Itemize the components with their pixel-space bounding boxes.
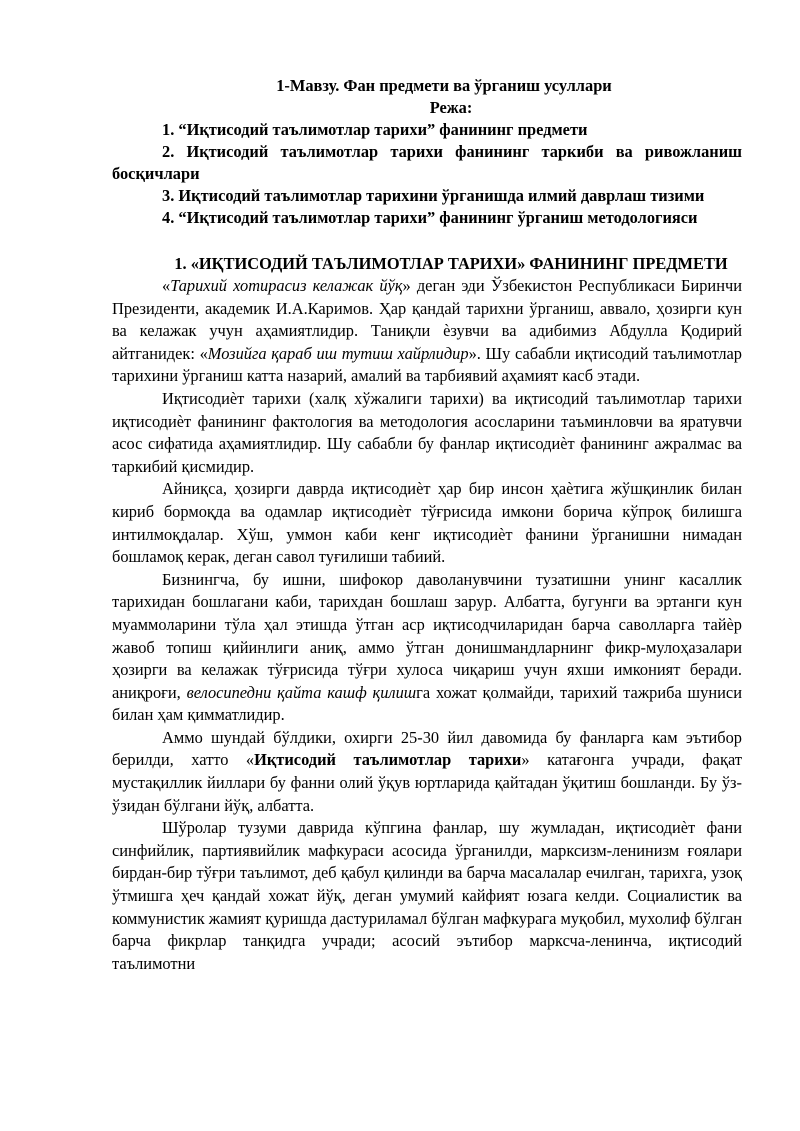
paragraph: Айниқса, ҳозирги даврда иқтисодиѐт ҳар бир инсон ҳаѐтига жўшқинлик билан кириб бормоқда ва одамлар иқтисодиѐт тўғрисида имкони борича кўпроқ билишга интилмоқдалар. Хўш, уммон каби кенг иқтисодиѐт фанини ўрганишни нимадан бошламоқ керак, деган савол туғилиши табиий. (112, 479, 742, 567)
plan-item: 2. Иқтисодий таълимотлар тарихи фанининг таркиби ва ривожланиш босқичлари (112, 142, 742, 183)
paragraph: Иқтисодиѐт тарихи (халқ хўжалиги тарихи) ва иқтисодий таълимотлар тарихи иқтисодиѐт фанининг фактология ва методология асосларини таъминловчи ва яратувчи асос сифатида аҳамиятлидир. Шу сабабли бу фанлар иқтисодиѐт фанининг ажралмас ва таркибий қисмидир. (112, 388, 742, 476)
plan-title: Режа: (429, 98, 473, 117)
plan-item: 4. “Иқтисодий таълимотлар тарихи” фанининг ўрганиш методологияси (162, 208, 698, 227)
paragraph (112, 275, 742, 388)
plan-list (112, 119, 742, 229)
italic-quote: Тарихий хотирасиз келажак йўқ (170, 276, 403, 295)
text-run: » деган эди Ўзбекистон Республикаси Биринчи Президенти, академик И.А.Каримов. Ҳар қандай тарихни ўрганиш, аввало, ҳозирги кун ва келажак учун аҳамиятлидир. Таниқли ѐзувчи ва адибимиз Абдулла Қодирий айтганидек: « (112, 276, 742, 363)
bold-phrase: Иқтисодий таълимотлар тарихи (254, 750, 522, 770)
text-run: « (162, 276, 171, 295)
italic-quote: Мозийга қараб иш тутиш хайрлидир (207, 343, 469, 363)
plan-item: 1. “Иқтисодий таълимотлар тарихи” фанининг предмети (162, 120, 588, 139)
document-page (112, 75, 742, 975)
text-run: га хожат қолмайди, тарихий тажриба шуниси билан ҳам қимматлидир. (112, 682, 742, 725)
italic-phrase: велосипедни қайта кашф қилиш (186, 682, 417, 702)
paragraph (112, 569, 742, 727)
page-title: 1-Мавзу. Фан предмети ва ўрганиш усуллари (276, 76, 612, 95)
text-run: Бизнингча, бу ишни, шифокор даволанувчини тузатишни унинг касаллик тарихидан бошлагани каби, тарихдан бошлаш зарур. Албатта, бугунги ва эртанги кун муаммоларини тўла ҳал этишда ўтган аср иқтисодчиларидан барча саволларга тайѐр жавоб топиш қийинлиги аниқ, аммо ўтган донишмандларнинг фикр-мулоҳазалари ҳозирги ва келажак тўғрисида тўғри хулоса чиқариш учун яхши имконият беради. аниқроғи, (112, 569, 742, 702)
text-run: » катағонга учради, фақат мустақиллик йиллари бу фанни олий ўқув юртларида қайтадан ўқитиш бошланди. Бу ўз-ўзидан бўлгани йўқ, албатта. (112, 750, 742, 815)
plan-item: 3. Иқтисодий таълимотлар тарихини ўрганишда илмий даврлаш тизими (162, 186, 705, 205)
paragraph: Шўролар тузуми даврида кўпгина фанлар, шу жумладан, иқтисодиѐт фани синфийлик, партиявийлик мафкураси асосида ўрганилди, марксизм-ленинизм ғоялари бирдан-бир тўғри таълимот, деб қабул қилинди ва барча масалалар ечилган, тарихга, узоқ ўтмишга ҳеч қандай хожат йўқ, деган умумий кайфият юзага келди. Социалистик ва коммунистик жамият қуришда дастуриламал бўлган мафкурага муқобил, мухолиф бўлган барча фикрлар танқидга учради; асосий эътибор марксча-ленинча, иқтисодий таълимотни (112, 818, 742, 973)
section-title: 1. «ИҚТИСОДИЙ ТАЪЛИМОТЛАР ТАРИХИ» ФАНИНИНГ ПРЕДМЕТИ (174, 254, 728, 273)
paragraph (112, 727, 742, 817)
text-run: ». Шу сабабли иқтисодий таълимотлар тарихини ўрганиш катта назарий, амалий ва тарбиявий аҳамият касб этади. (112, 343, 742, 386)
text-run: Аммо шундай бўлдики, охирги 25-30 йил давомида бу фанларга кам эътибор берилди, хатто « (112, 727, 742, 770)
